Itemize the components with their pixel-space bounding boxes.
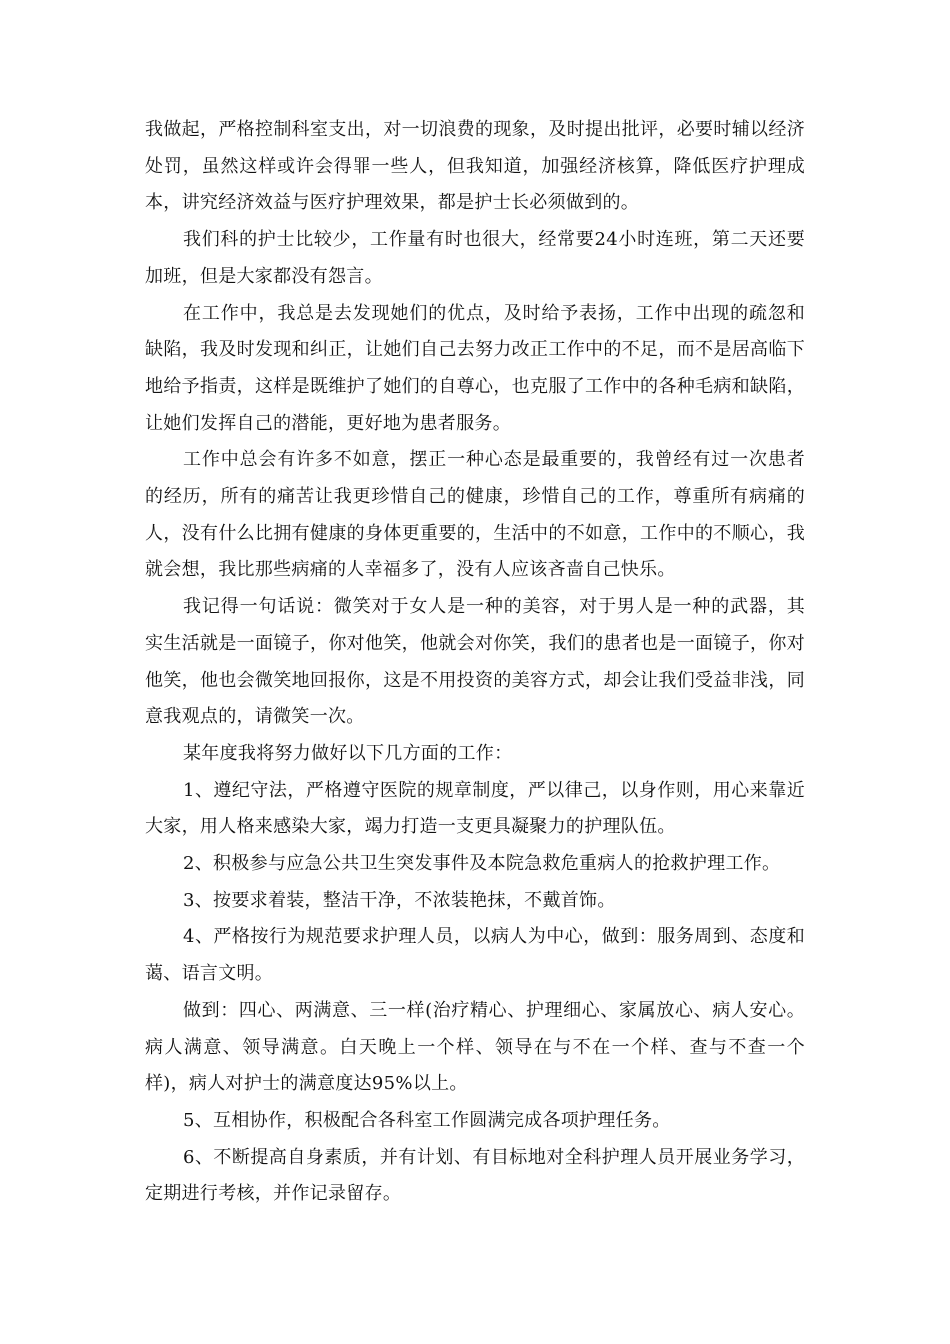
document-body xyxy=(145,112,805,1213)
list-item-3: 3、按要求着装，整洁干净，不浓装艳抹，不戴首饰。 xyxy=(183,889,616,911)
paragraph-attitude: 工作中总会有许多不如意，摆正一种心态是最重要的，我曾经有过一次患者的经历，所有的痛苦让我更珍惜自己的健康，珍惜自己的工作，尊重所有病痛的人，没有什么比拥有健康的身体更重要的，生活中的不如意，工作中的不顺心，我就会想，我比那些病痛的人幸福多了，没有人应该吝啬自己快乐。 xyxy=(145,449,805,581)
list-item-6: 6、不断提高自身素质，并有计划、有目标地对全科护理人员开展业务学习，定期进行考核，并作记录留存。 xyxy=(145,1146,805,1205)
paragraph-cost-control: 我做起，严格控制科室支出，对一切浪费的现象，及时提出批评，必要时辅以经济处罚，虽然这样或许会得罪一些人，但我知道，加强经济核算，降低医疗护理成本，讲究经济效益与医疗护理效果，都是护士长必须做到的。 xyxy=(145,119,805,214)
list-item-1: 1、遵纪守法，严格遵守医院的规章制度，严以律己，以身作则，用心来靠近大家，用人格来感染大家，竭力打造一支更具凝聚力的护理队伍。 xyxy=(145,779,805,838)
list-item-4: 4、严格按行为规范要求护理人员，以病人为中心，做到：服务周到、态度和蔼、语言文明。 xyxy=(145,926,805,985)
paragraph-praise: 在工作中，我总是去发现她们的优点，及时给予表扬，工作中出现的疏忽和缺陷，我及时发现和纠正，让她们自己去努力改正工作中的不足，而不是居高临下地给予指责，这样是既维护了她们的自尊心，也克服了工作中的各种毛病和缺陷，让她们发挥自己的潜能，更好地为患者服务。 xyxy=(145,302,805,434)
list-item-5: 5、互相协作，积极配合各科室工作圆满完成各项护理任务。 xyxy=(183,1109,671,1131)
list-item-2: 2、积极参与应急公共卫生突发事件及本院急救危重病人的抢救护理工作。 xyxy=(183,853,781,875)
paragraph-plan-intro: 某年度我将努力做好以下几方面的工作： xyxy=(183,742,513,764)
paragraph-four-hearts: 做到：四心、两满意、三一样(治疗精心、护理细心、家属放心、病人安心。病人满意、领导满意。白天晚上一个样、领导在与不在一个样、查与不查一个样)，病人对护士的满意度达95%以上。 xyxy=(145,999,805,1095)
paragraph-smile: 我记得一句话说：微笑对于女人是一种的美容，对于男人是一种的武器，其实生活就是一面镜子，你对他笑，他就会对你笑，我们的患者也是一面镜子，你对他笑，他也会微笑地回报你，这是不用投资的美容方式，却会让我们受益非浅，同意我观点的，请微笑一次。 xyxy=(145,596,805,728)
paragraph-staffing: 我们科的护士比较少，工作量有时也很大，经常要24小时连班，第二天还要加班，但是大家都没有怨言。 xyxy=(145,229,805,287)
